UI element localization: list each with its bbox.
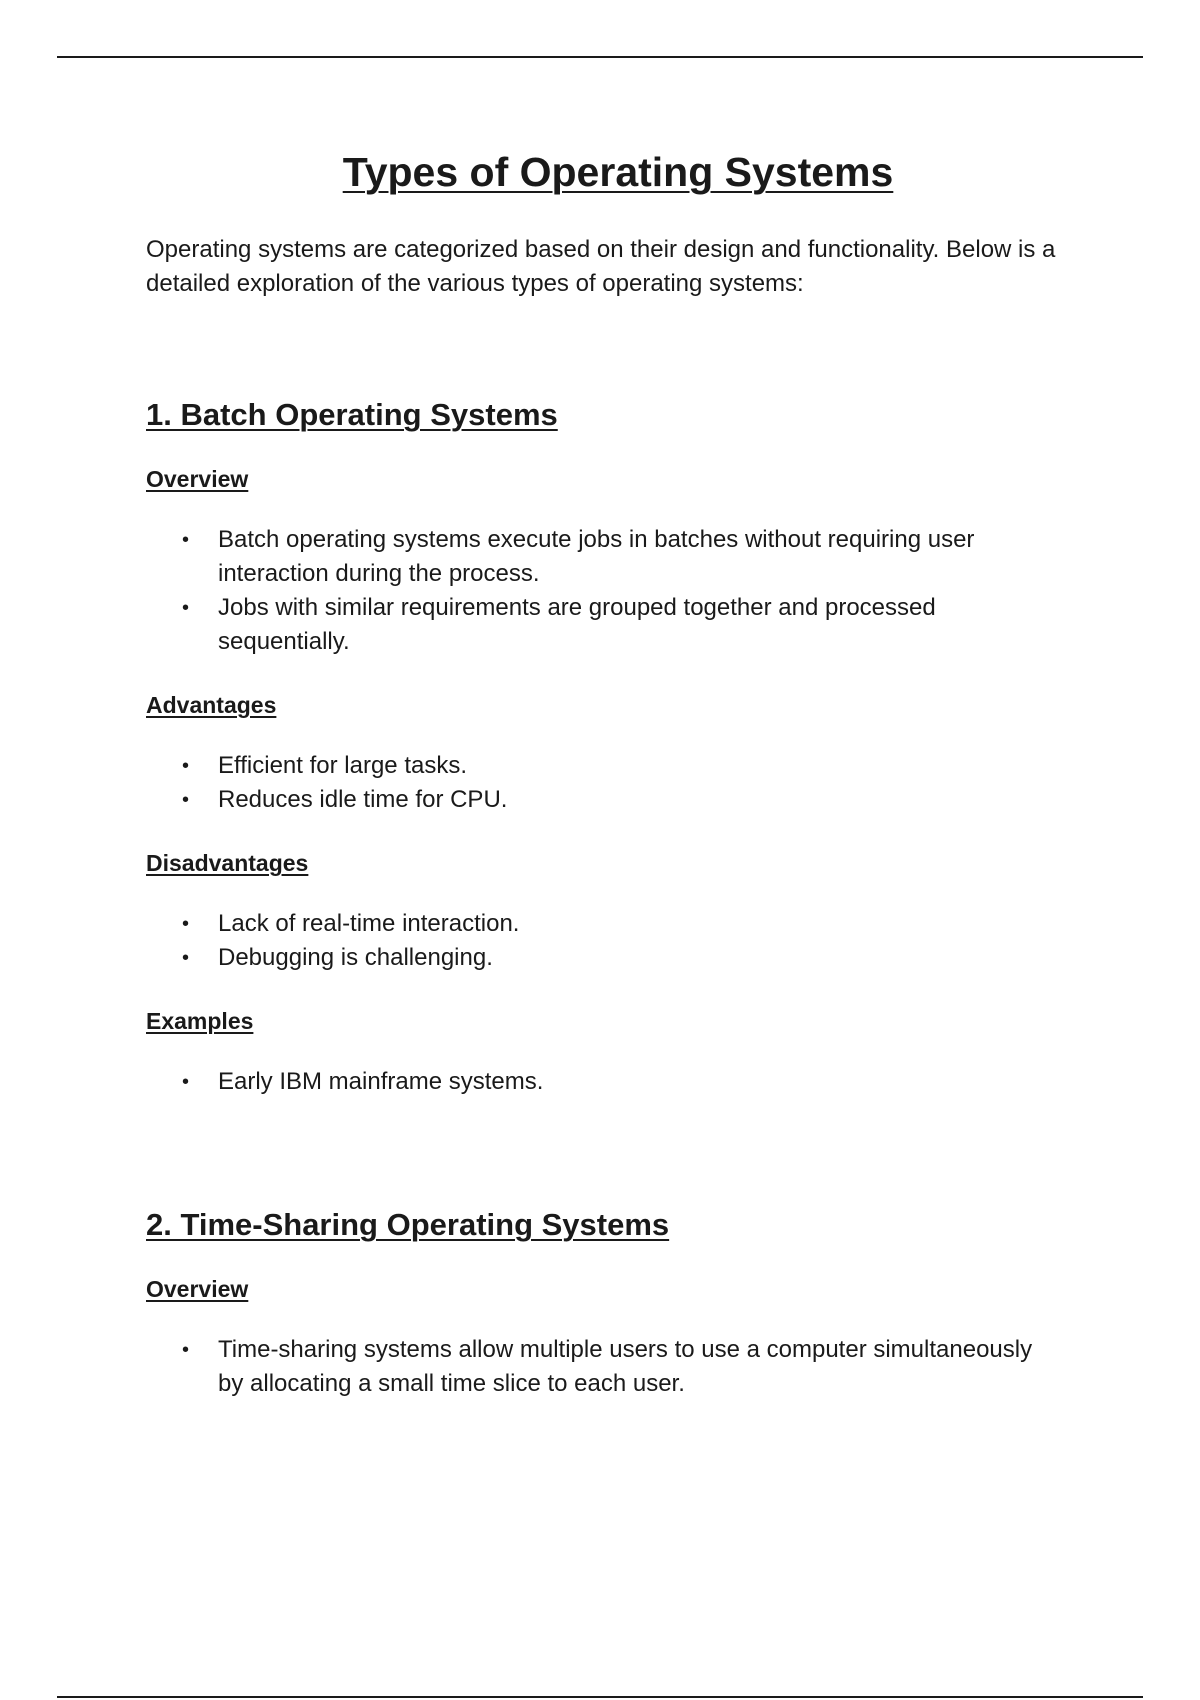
subsection-heading-advantages: Advantages (146, 692, 277, 718)
section-time-sharing-os (146, 1205, 1106, 1401)
subsection-heading-disadvantages: Disadvantages (146, 850, 309, 876)
footer-rule (57, 1696, 1143, 1698)
list-item: • Debugging is challenging. (218, 941, 1106, 975)
list-item: • Efficient for large tasks. (218, 749, 1106, 783)
list-item: • Jobs with similar requirements are grouped together and processed sequentially. (218, 591, 1106, 659)
bullet-list (146, 1065, 1106, 1099)
list-item: • Reduces idle time for CPU. (218, 783, 1106, 817)
bullet-list (146, 749, 1106, 817)
header-rule (57, 56, 1143, 58)
list-item: • Lack of real-time interaction. (218, 907, 1106, 941)
bullet-list (146, 1333, 1106, 1401)
section-batch-os (146, 395, 1106, 1099)
section-heading: 2. Time-Sharing Operating Systems (146, 1207, 670, 1242)
bullet-list (146, 907, 1106, 975)
bullet-list (146, 523, 1106, 659)
list-item: • Early IBM mainframe systems. (218, 1065, 1106, 1099)
page-title: Types of Operating Systems (342, 149, 894, 195)
section-heading: 1. Batch Operating Systems (146, 397, 558, 432)
subsection-heading-overview: Overview (146, 466, 249, 492)
list-item: • Batch operating systems execute jobs in batches without requiring user interaction during the process. (218, 523, 1106, 591)
subsection-heading-examples: Examples (146, 1008, 254, 1034)
subsection-heading-overview: Overview (146, 1276, 249, 1302)
list-item: • Time-sharing systems allow multiple users to use a computer simultaneously by allocating a small time slice to each user. (218, 1333, 1106, 1401)
intro-paragraph: Operating systems are categorized based on their design and functionality. Below is a detailed exploration of the various types of operating systems: (146, 236, 1056, 297)
